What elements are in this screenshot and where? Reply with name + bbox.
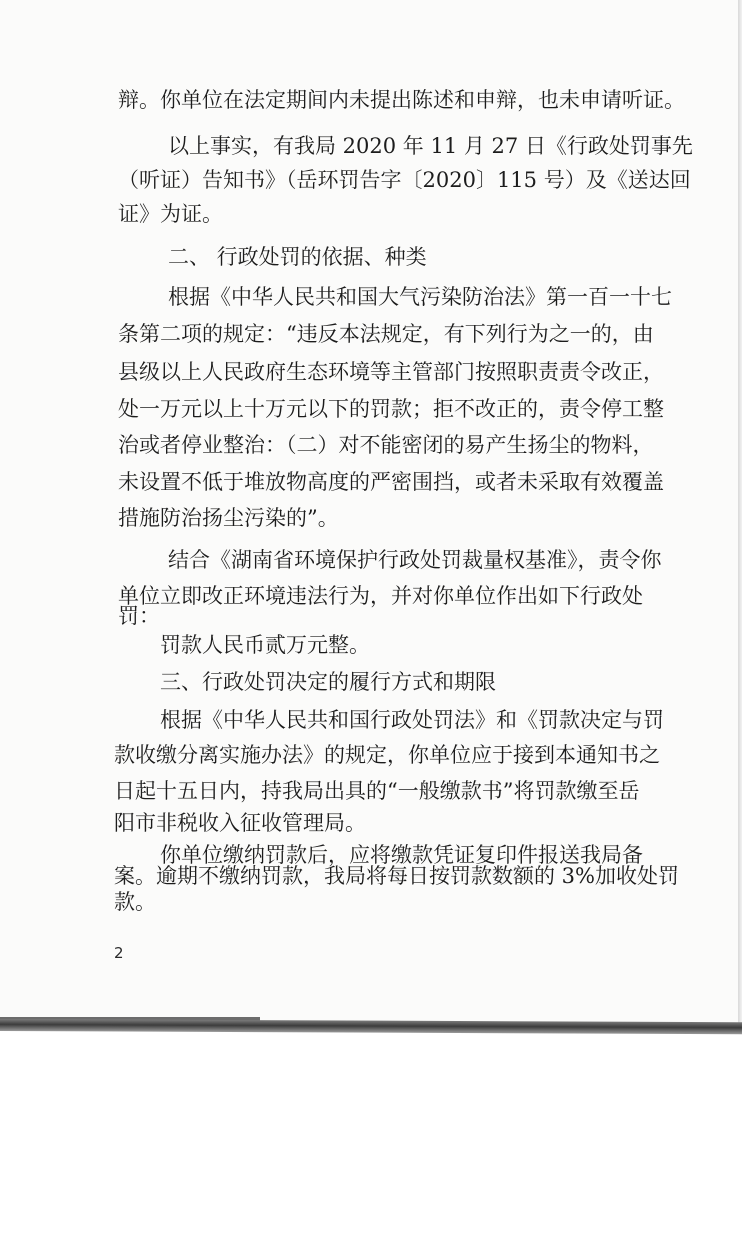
text-line: 款收缴分离实施办法》的规定，你单位应于接到本通知书之 <box>114 743 660 767</box>
text-line: 日起十五日内，持我局出具的“一般缴款书”将罚款缴至岳 <box>114 779 640 803</box>
text-line: 条第二项的规定：“违反本法规定，有下列行为之一的，由 <box>118 322 654 346</box>
text-line: 阳市非税收入征收管理局。 <box>114 811 366 835</box>
page-right-edge-shadow <box>738 0 742 1026</box>
text-line: 根据《中华人民共和国行政处罚法》和《罚款决定与罚 <box>160 708 664 732</box>
text-line: 单位立即改正环境违法行为，并对你单位作出如下行政处 <box>118 584 643 608</box>
page-number: 2 <box>114 944 124 962</box>
text-line: 辩。你单位在法定期间内未提出陈述和申辩，也未申请听证。 <box>118 88 685 112</box>
text-line: 证》为证。 <box>118 202 223 226</box>
text-line: 措施防治扬尘污染的”。 <box>118 506 339 530</box>
text-line: 县级以上人民政府生态环境等主管部门按照职责责令改正， <box>118 360 664 384</box>
text-line: 案。逾期不缴纳罚款，我局将每日按罚款数额的 3%加收处罚 <box>114 864 679 888</box>
penalty-line: 罚款人民币贰万元整。 <box>160 633 370 657</box>
text-line: 根据《中华人民共和国大气污染防治法》第一百一十七 <box>168 285 672 309</box>
text-line: 你单位缴纳罚款后，应将缴款凭证复印件报送我局备 <box>160 843 643 867</box>
section-heading: 三、行政处罚决定的履行方式和期限 <box>160 670 496 694</box>
text-line: 未设置不低于堆放物高度的严密围挡，或者未采取有效覆盖 <box>118 470 664 494</box>
text-line: 以上事实，有我局 2020 年 11 月 27 日《行政处罚事先 <box>168 134 693 158</box>
text-line: 结合《湖南省环境保护行政处罚裁量权基准》，责令你 <box>168 548 662 572</box>
text-line: 治或者停业整治：（二）对不能密闭的易产生扬尘的物料， <box>118 433 654 457</box>
section-heading: 二、 行政处罚的依据、种类 <box>168 245 427 269</box>
page-bottom-edge <box>0 1019 742 1034</box>
text-line: 款。 <box>114 890 156 914</box>
text-line: （听证）告知书》（岳环罚告字〔2020〕115 号）及《送达回 <box>118 168 691 192</box>
text-line: 处一万元以上十万元以下的罚款；拒不改正的，责令停工整 <box>118 397 664 421</box>
text-line: 罚： <box>118 604 160 628</box>
